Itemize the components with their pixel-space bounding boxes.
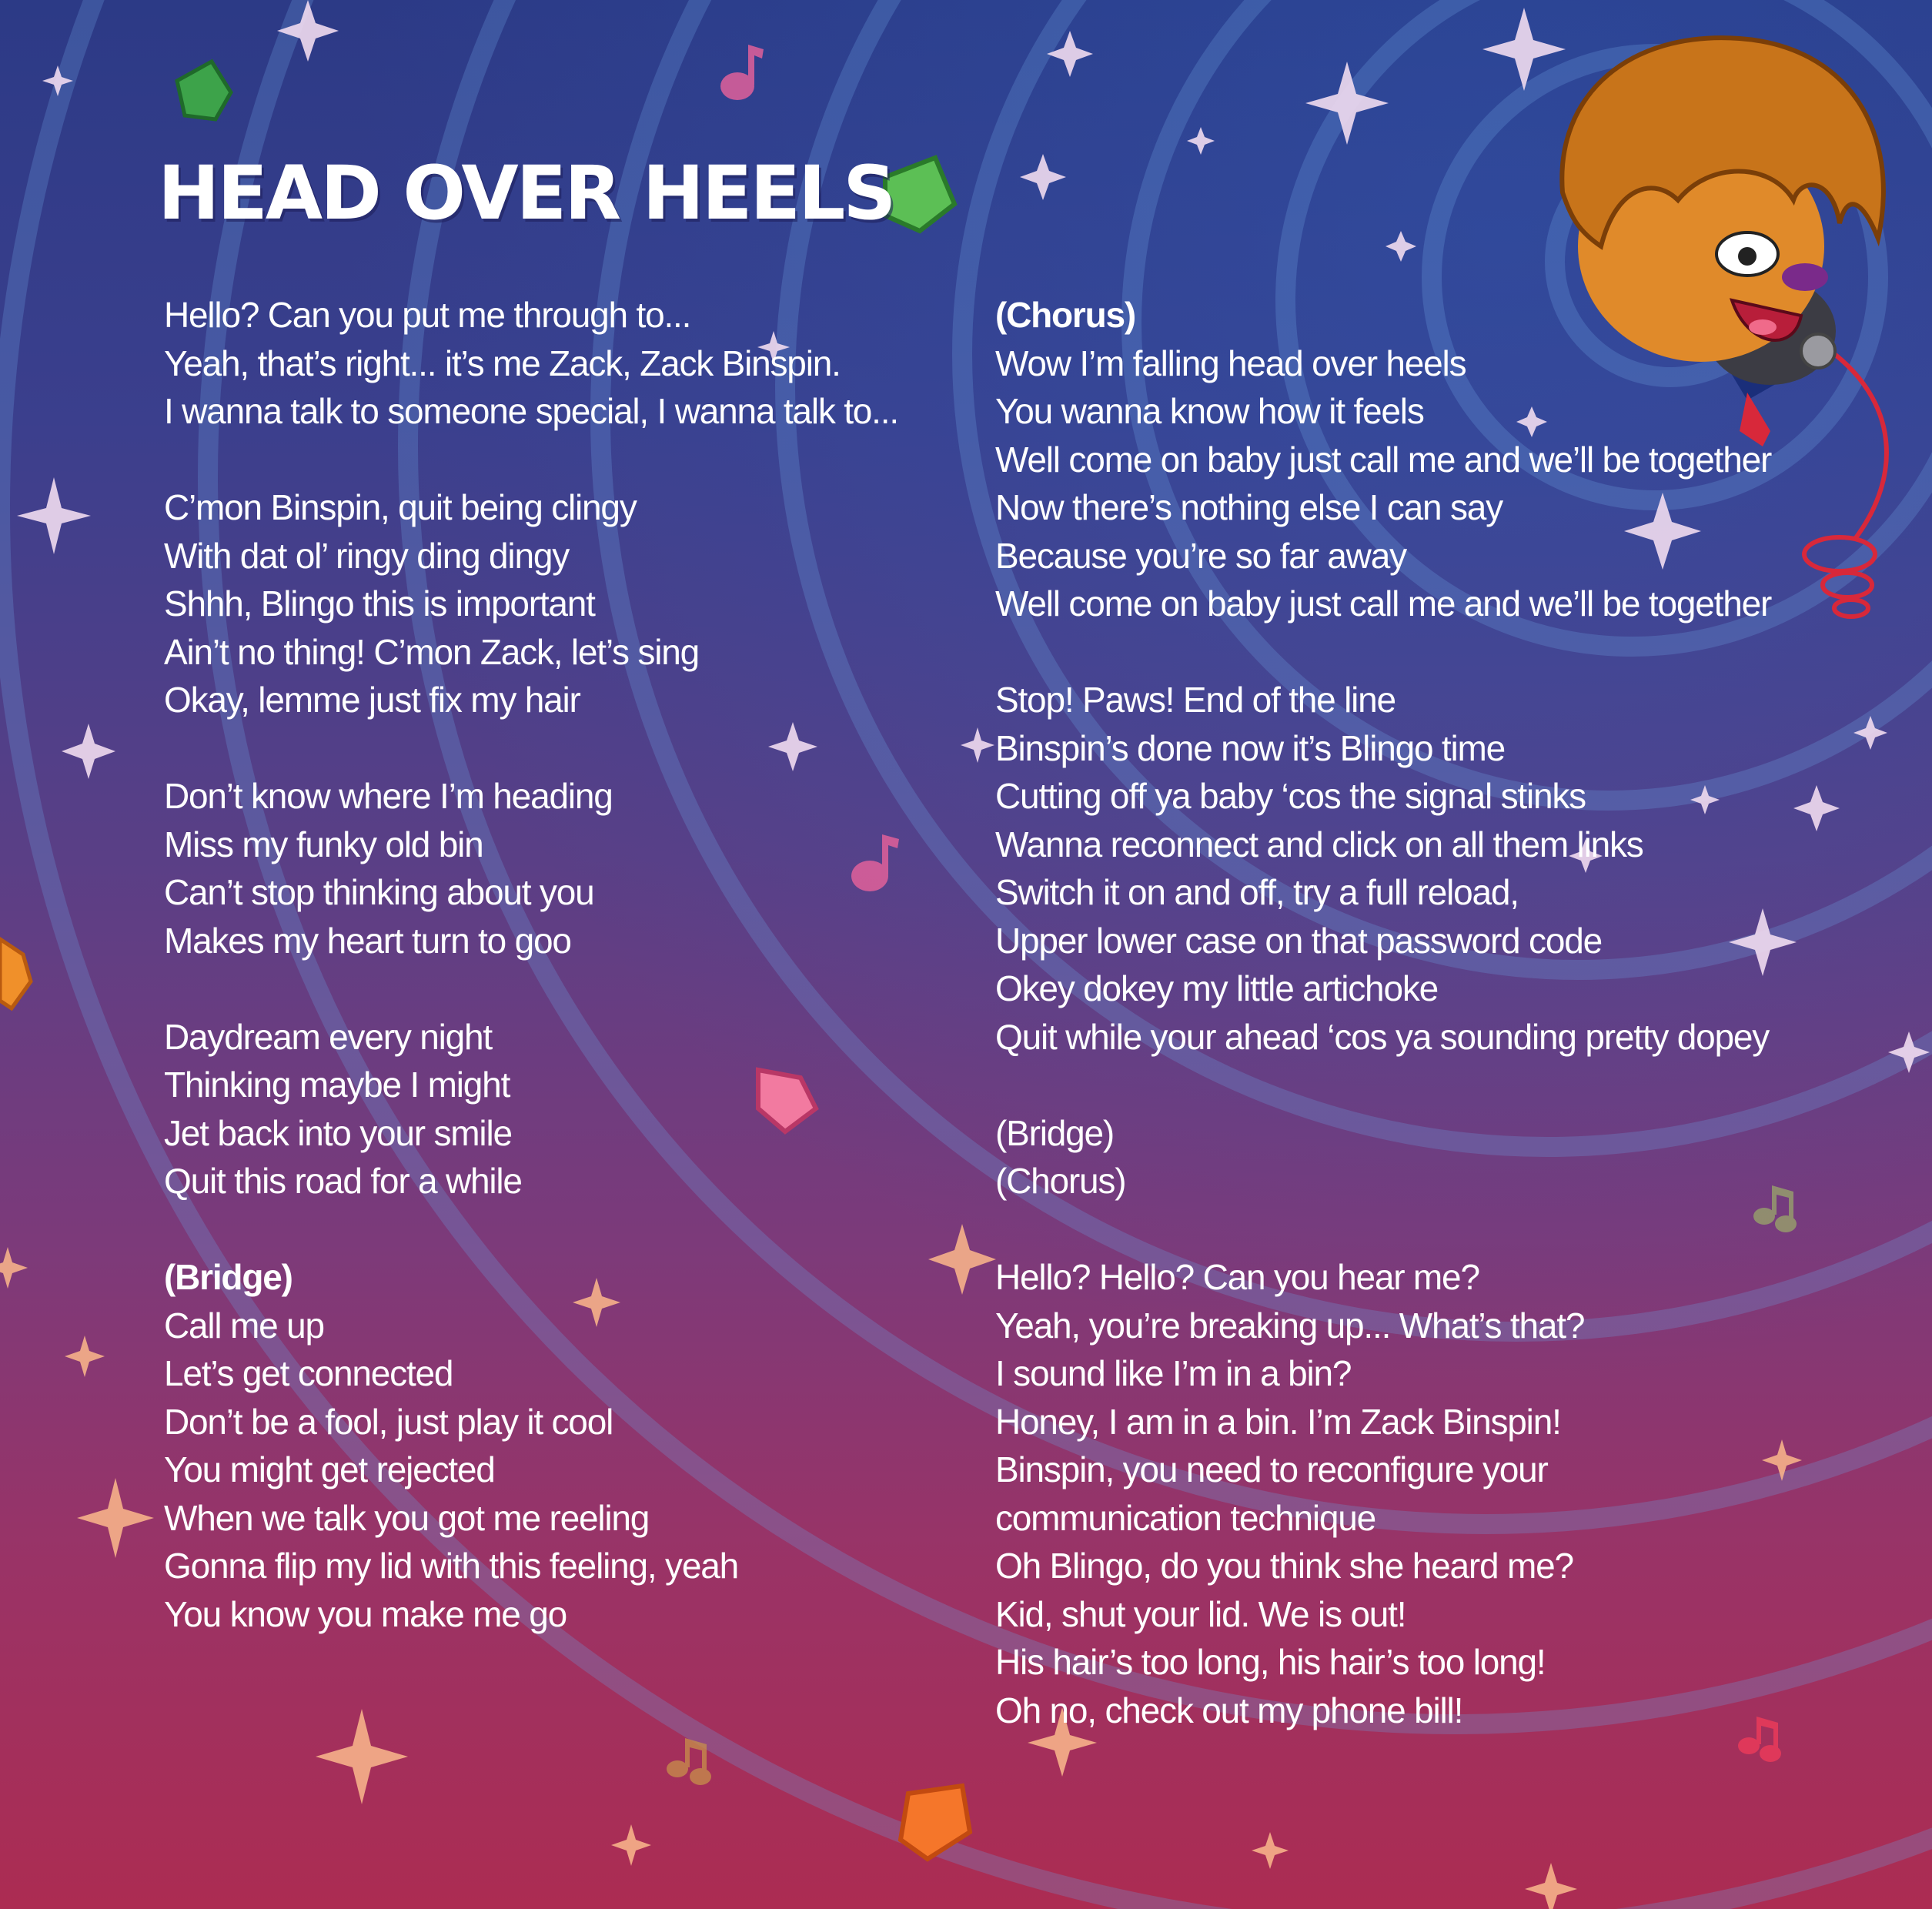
stanza [164, 483, 898, 724]
lyrics-right-column [995, 291, 1771, 1783]
section-heading: (Chorus) [995, 295, 1136, 335]
stanza [995, 1109, 1771, 1205]
lyric-line: Stop! Paws! End of the line [995, 680, 1396, 720]
lyric-line: Oh no, check out my phone bill! [995, 1690, 1463, 1730]
lyric-line: I sound like I’m in a bin? [995, 1353, 1352, 1393]
lyric-line: Yeah, you’re breaking up... What’s that? [995, 1305, 1585, 1346]
lyric-line: Gonna flip my lid with this feeling, yeah [164, 1546, 738, 1586]
page-title: HEAD OVER HEELS [158, 150, 894, 236]
lyric-line: Call me up [164, 1305, 324, 1346]
lyric-line: Ain’t no thing! C’mon Zack, let’s sing [164, 631, 700, 672]
lyric-line: Yeah, that’s right... it’s me Zack, Zack Binspin. [164, 343, 841, 383]
lyric-line: Daydream every night [164, 1016, 492, 1057]
lyric-line: Honey, I am in a bin. I’m Zack Binspin! [995, 1401, 1561, 1442]
lyric-line: When we talk you got me reeling [164, 1497, 650, 1538]
lyric-line: Okey dokey my little artichoke [995, 968, 1439, 1008]
lyric-line: C’mon Binspin, quit being clingy [164, 487, 637, 527]
stanza [164, 1013, 898, 1205]
lyric-line: Miss my funky old bin [164, 824, 483, 864]
lyric-line: Okay, lemme just fix my hair [164, 680, 580, 720]
lyric-line: Let’s get connected [164, 1353, 453, 1393]
stanza [995, 1253, 1771, 1734]
lyric-line: Well come on baby just call me and we’ll be together [995, 439, 1772, 480]
lyric-line: Shhh, Blingo this is important [164, 583, 595, 624]
lyric-line: With dat ol’ ringy ding dingy [164, 535, 570, 576]
stanza-chorus [995, 291, 1771, 628]
lyric-line: You wanna know how it feels [995, 391, 1424, 431]
lyric-line: Binspin, you need to reconfigure your [995, 1449, 1548, 1489]
lyric-line: Binspin’s done now it’s Blingo time [995, 727, 1506, 768]
lyrics-left-column [164, 291, 898, 1687]
lyric-line: Hello? Can you put me through to... [164, 295, 691, 335]
stanza-bridge [164, 1253, 898, 1638]
lyric-line: Can’t stop thinking about you [164, 872, 594, 912]
lyric-line: communication technique [995, 1497, 1376, 1538]
lyric-line: Quit while your ahead ‘cos ya sounding pretty dopey [995, 1016, 1770, 1057]
lyric-line: Switch it on and off, try a full reload, [995, 872, 1519, 912]
stanza [164, 772, 898, 965]
lyric-line: Wanna reconnect and click on all them links [995, 824, 1643, 864]
lyric-line: (Bridge) [995, 1112, 1115, 1153]
lyric-line: Upper lower case on that password code [995, 920, 1602, 961]
lyric-line: Cutting off ya baby ‘cos the signal stinks [995, 776, 1586, 816]
lyric-line: You know you make me go [164, 1593, 567, 1634]
stanza [164, 291, 898, 436]
lyric-line: Oh Blingo, do you think she heard me? [995, 1546, 1573, 1586]
lyric-line: Well come on baby just call me and we’ll be together [995, 583, 1772, 624]
lyric-line: Because you’re so far away [995, 535, 1406, 576]
lyric-line: Don’t be a fool, just play it cool [164, 1401, 613, 1442]
lyric-line: Now there’s nothing else I can say [995, 487, 1502, 527]
lyric-line: You might get rejected [164, 1449, 495, 1489]
stanza [995, 676, 1771, 1061]
lyric-line: Thinking maybe I might [164, 1065, 510, 1105]
lyric-line: Hello? Hello? Can you hear me? [995, 1257, 1479, 1297]
lyric-line: Jet back into your smile [164, 1112, 512, 1153]
lyric-line: His hair’s too long, his hair’s too long! [995, 1642, 1546, 1682]
lyric-line: Wow I’m falling head over heels [995, 343, 1466, 383]
lyric-line: I wanna talk to someone special, I wanna talk to... [164, 391, 898, 431]
lyric-line: (Chorus) [995, 1161, 1126, 1201]
lyric-line: Kid, shut your lid. We is out! [995, 1593, 1406, 1634]
lyric-line: Makes my heart turn to goo [164, 920, 571, 961]
section-heading: (Bridge) [164, 1257, 292, 1297]
lyric-line: Quit this road for a while [164, 1161, 522, 1201]
lyric-line: Don’t know where I’m heading [164, 776, 613, 816]
